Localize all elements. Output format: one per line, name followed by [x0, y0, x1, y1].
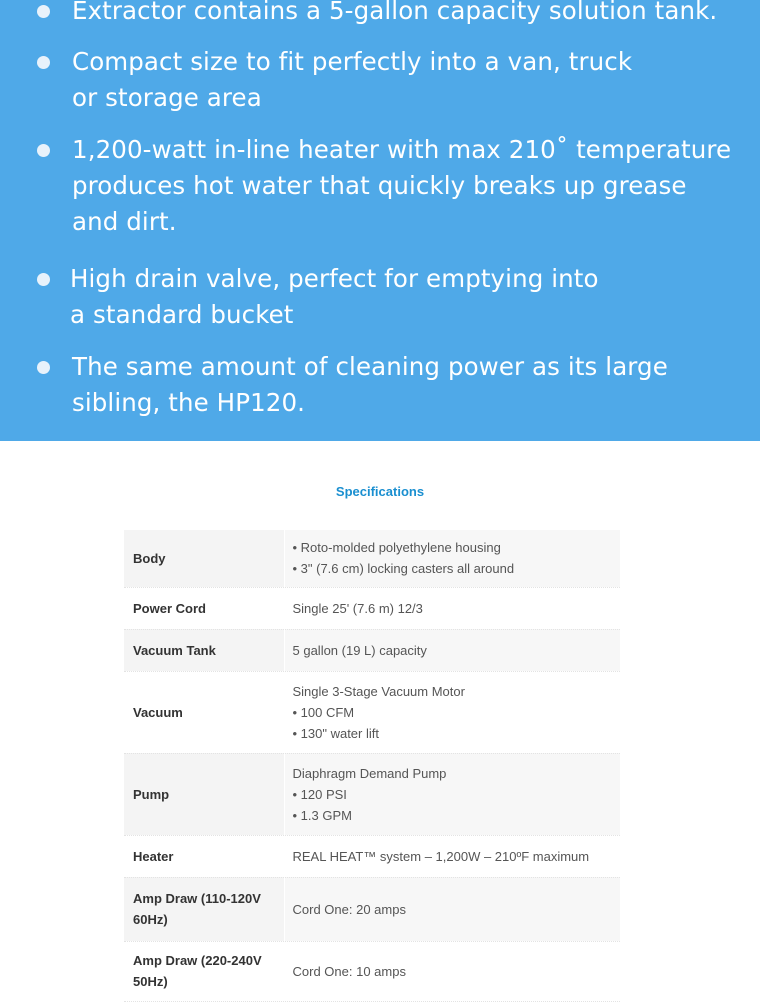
bullet-icon	[37, 273, 50, 286]
spec-value-line: • 3" (7.6 cm) locking casters all around	[292, 561, 515, 577]
table-row	[124, 941, 620, 1001]
spec-value-line: 5 gallon (19 L) capacity	[292, 642, 427, 658]
spec-value-line: • 120 PSI	[292, 786, 347, 802]
spec-label: Pump	[124, 753, 284, 835]
table-row	[124, 877, 620, 941]
feature-line: Compact size to fit perfectly into a van, truck	[72, 47, 633, 76]
spec-value	[284, 671, 620, 753]
table-row	[124, 629, 620, 671]
feature-text	[70, 261, 758, 333]
spec-label: Body	[124, 530, 284, 587]
feature-line: Extractor contains a 5-gallon capacity solution tank.	[72, 0, 718, 25]
feature-line: 1,200-watt in-line heater with max 210˚ temperature	[72, 135, 732, 164]
spec-value-line: • Roto-molded polyethylene housing	[292, 540, 501, 556]
spec-label: Vacuum Tank	[124, 629, 284, 671]
bullet-icon	[37, 5, 50, 18]
feature-text	[72, 132, 760, 240]
spec-value	[284, 753, 620, 835]
feature-text	[72, 44, 760, 116]
spec-label: Amp Draw (110-120V 60Hz)	[124, 877, 284, 941]
feature-banner	[0, 0, 760, 441]
bullet-icon	[37, 144, 50, 157]
spec-value	[284, 629, 620, 671]
spec-value	[284, 877, 620, 941]
spec-label: Vacuum	[124, 671, 284, 753]
spec-value-line: • 1.3 GPM	[292, 807, 352, 823]
feature-text	[72, 349, 760, 421]
feature-line: and dirt.	[72, 207, 177, 236]
table-row	[124, 753, 620, 835]
spec-value-line: Diaphragm Demand Pump	[292, 765, 447, 781]
spec-value-line: Single 3-Stage Vacuum Motor	[292, 683, 465, 699]
spec-value	[284, 530, 620, 587]
spec-value-line: Single 25' (7.6 m) 12/3	[292, 600, 423, 616]
feature-line: or storage area	[72, 83, 262, 112]
table-row	[124, 587, 620, 629]
specifications-heading: Specifications	[335, 484, 425, 499]
spec-value-line: REAL HEAT™ system – 1,200W – 210ºF maximum	[292, 848, 590, 864]
spec-value-line: • 100 CFM	[292, 704, 355, 720]
spec-value-line: Cord One: 20 amps	[292, 901, 406, 917]
specifications-table	[124, 530, 620, 1002]
bullet-icon	[37, 56, 50, 69]
spec-label: Amp Draw (220-240V 50Hz)	[124, 941, 284, 1001]
spec-label: Heater	[124, 835, 284, 877]
spec-value	[284, 835, 620, 877]
spec-value	[284, 587, 620, 629]
spec-value-line: • 130" water lift	[292, 725, 379, 741]
spec-value-line: Cord One: 10 amps	[292, 963, 406, 979]
table-row	[124, 835, 620, 877]
spec-label: Power Cord	[124, 587, 284, 629]
feature-line: The same amount of cleaning power as its large	[72, 352, 668, 381]
feature-text	[72, 0, 760, 29]
table-row	[124, 530, 620, 587]
spec-value	[284, 941, 620, 1001]
feature-line: produces hot water that quickly breaks up grease	[72, 171, 687, 200]
feature-line: High drain valve, perfect for emptying into	[70, 264, 599, 293]
table-row	[124, 671, 620, 753]
feature-line: a standard bucket	[70, 300, 294, 329]
feature-line: sibling, the HP120.	[72, 388, 306, 417]
bullet-icon	[37, 361, 50, 374]
